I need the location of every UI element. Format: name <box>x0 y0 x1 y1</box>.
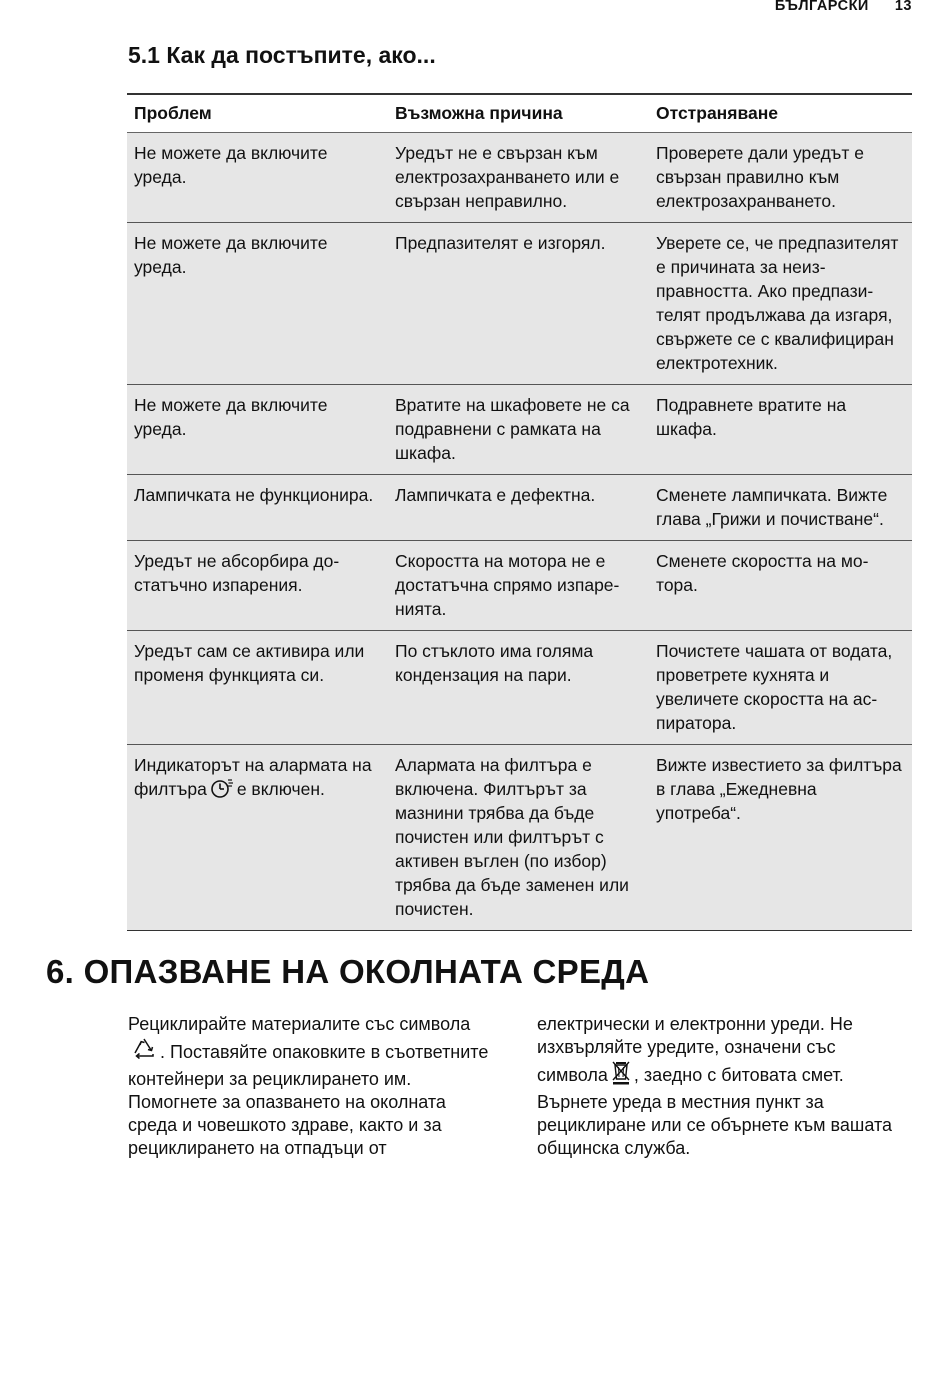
table-row <box>127 475 912 541</box>
table-row <box>127 223 912 385</box>
cause-cell: Скоростта на мотора не е достатъчна спрямо изпаренията. <box>388 541 649 631</box>
column-header-problem: Проблем <box>127 94 388 133</box>
problem-cell: Уредът сам се активира или променя функцията си. <box>127 631 388 745</box>
problem-cell <box>127 745 388 931</box>
recycle-icon <box>131 1036 157 1068</box>
cause-cell: Алармата на филтъра е включена. Филтърът за мазнини трябва да бъде почистен или филтърът с активен въглен (по избор) трябва да бъде заменен или почистен. <box>388 745 649 931</box>
problem-cell: Не можете да включите уреда. <box>127 223 388 385</box>
environment-text-left <box>128 1013 498 1160</box>
page-number: 13 <box>894 0 912 14</box>
cause-cell: Лампичката е дефектна. <box>388 475 649 541</box>
cause-cell: По стъклото има голяма кондензация на пари. <box>388 631 649 745</box>
problem-cell: Уредът не абсорбира достатъчно изпарения. <box>127 541 388 631</box>
table-header-row <box>127 94 912 133</box>
solution-cell: Уверете се, че предпазителят е причината за неизправността. Ако предпазителят продължава да изгаря, свържете се с квалифициран електротехник. <box>649 223 912 385</box>
table-row <box>127 745 912 931</box>
troubleshooting-table <box>127 93 912 931</box>
solution-cell: Вижте известието за филтъра в глава „Ежедневна употреба“. <box>649 745 912 931</box>
crossed-bin-icon <box>611 1059 631 1091</box>
cause-cell: Вратите на шкафовете не са подравнени с рамката на шкафа. <box>388 385 649 475</box>
problem-cell: Не можете да включите уреда. <box>127 385 388 475</box>
table-row <box>127 385 912 475</box>
section-title: 5.1 Как да постъпите, ако... <box>128 42 436 68</box>
problem-text-before: Индикаторът на алармата на филтъра <box>134 755 372 799</box>
table-row <box>127 631 912 745</box>
environment-text-right <box>537 1013 907 1160</box>
problem-text-after: е включен. <box>236 779 325 799</box>
solution-cell: Сменете скоростта на мотора. <box>649 541 912 631</box>
chapter-title: 6. ОПАЗВАНЕ НА ОКОЛНАТА СРЕДА <box>46 953 650 990</box>
env-right-text-after: , заедно с битовата смет. Върнете уреда в местния пункт за рециклиране или се обърнете към вашата общинска служба. <box>537 1065 892 1158</box>
column-header-solution: Отстраняване <box>649 94 912 133</box>
cause-cell: Предпазителят е изгорял. <box>388 223 649 385</box>
env-left-text-before: Рециклирайте материалите със символа <box>128 1014 471 1034</box>
solution-cell: Почистете чашата от водата, проветрете кухнята и увеличете скоростта на аспиратора. <box>649 631 912 745</box>
cause-cell: Уредът не е свързан към електрозахранването или е свързан неправилно. <box>388 133 649 223</box>
column-header-cause: Възможна причина <box>388 94 649 133</box>
table-row <box>127 133 912 223</box>
env-right-text-before: електрически и електронни уреди. Не изхвърляйте уредите, означени със символа <box>537 1014 853 1085</box>
problem-cell: Не можете да включите уреда. <box>127 133 388 223</box>
solution-cell: Сменете лампичката. Вижте глава „Грижи и почистване“. <box>649 475 912 541</box>
running-header <box>775 0 912 14</box>
table-row <box>127 541 912 631</box>
solution-cell: Подравнете вратите на шкафа. <box>649 385 912 475</box>
problem-cell: Лампичката не функционира. <box>127 475 388 541</box>
header-language: БЪЛГАРСКИ <box>774 0 869 14</box>
solution-cell: Проверете дали уредът е свързан правилно към електрозахранването. <box>649 133 912 223</box>
filter-alarm-icon <box>210 777 234 805</box>
env-left-text-after: . Поставяйте опаковките в съответните контейнери за рециклирането им. Помогнете за опазването на околната среда и човешкото здраве, както и за рециклирането на отпадъци от <box>128 1042 489 1158</box>
